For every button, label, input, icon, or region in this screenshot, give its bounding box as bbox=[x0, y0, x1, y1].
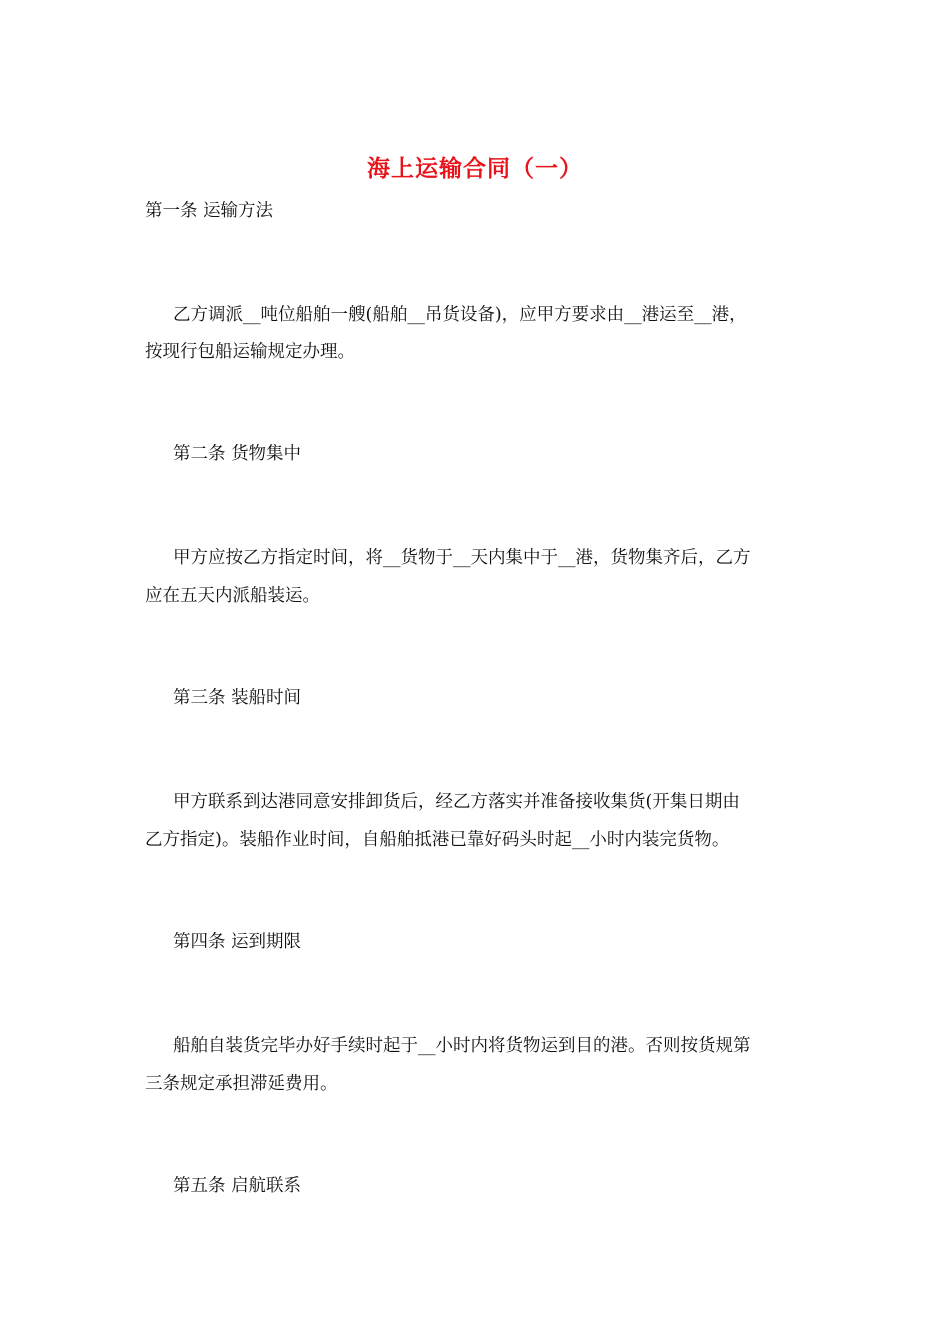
section-body-line: 乙方调派__吨位船舶一艘(船舶__吊货设备)，应甲方要求由__港运至__港， bbox=[173, 305, 747, 325]
section-body-line: 船舶自装货完毕办好手续时起于__小时内将货物运到目的港。否则按货规第 bbox=[173, 1036, 751, 1056]
document-title: 海上运输合同（一） bbox=[367, 155, 583, 182]
section-body-line: 按现行包船运输规定办理。 bbox=[145, 342, 355, 362]
section-body-line: 应在五天内派船装运。 bbox=[145, 586, 320, 606]
section-body-line: 甲方应按乙方指定时间，将__货物于__天内集中于__港，货物集齐后，乙方 bbox=[173, 548, 751, 568]
section-heading: 第四条 运到期限 bbox=[173, 932, 302, 952]
section-heading: 第一条 运输方法 bbox=[145, 201, 274, 221]
section-heading: 第二条 货物集中 bbox=[173, 444, 302, 464]
section-heading: 第三条 装船时间 bbox=[173, 688, 302, 708]
section-body-line: 甲方联系到达港同意安排卸货后，经乙方落实并准备接收集货(开集日期由 bbox=[173, 792, 740, 812]
section-heading: 第五条 启航联系 bbox=[173, 1176, 302, 1196]
section-body-line: 乙方指定)。装船作业时间，自船舶抵港已靠好码头时起__小时内装完货物。 bbox=[145, 830, 730, 850]
section-body-line: 三条规定承担滞延费用。 bbox=[145, 1074, 338, 1094]
